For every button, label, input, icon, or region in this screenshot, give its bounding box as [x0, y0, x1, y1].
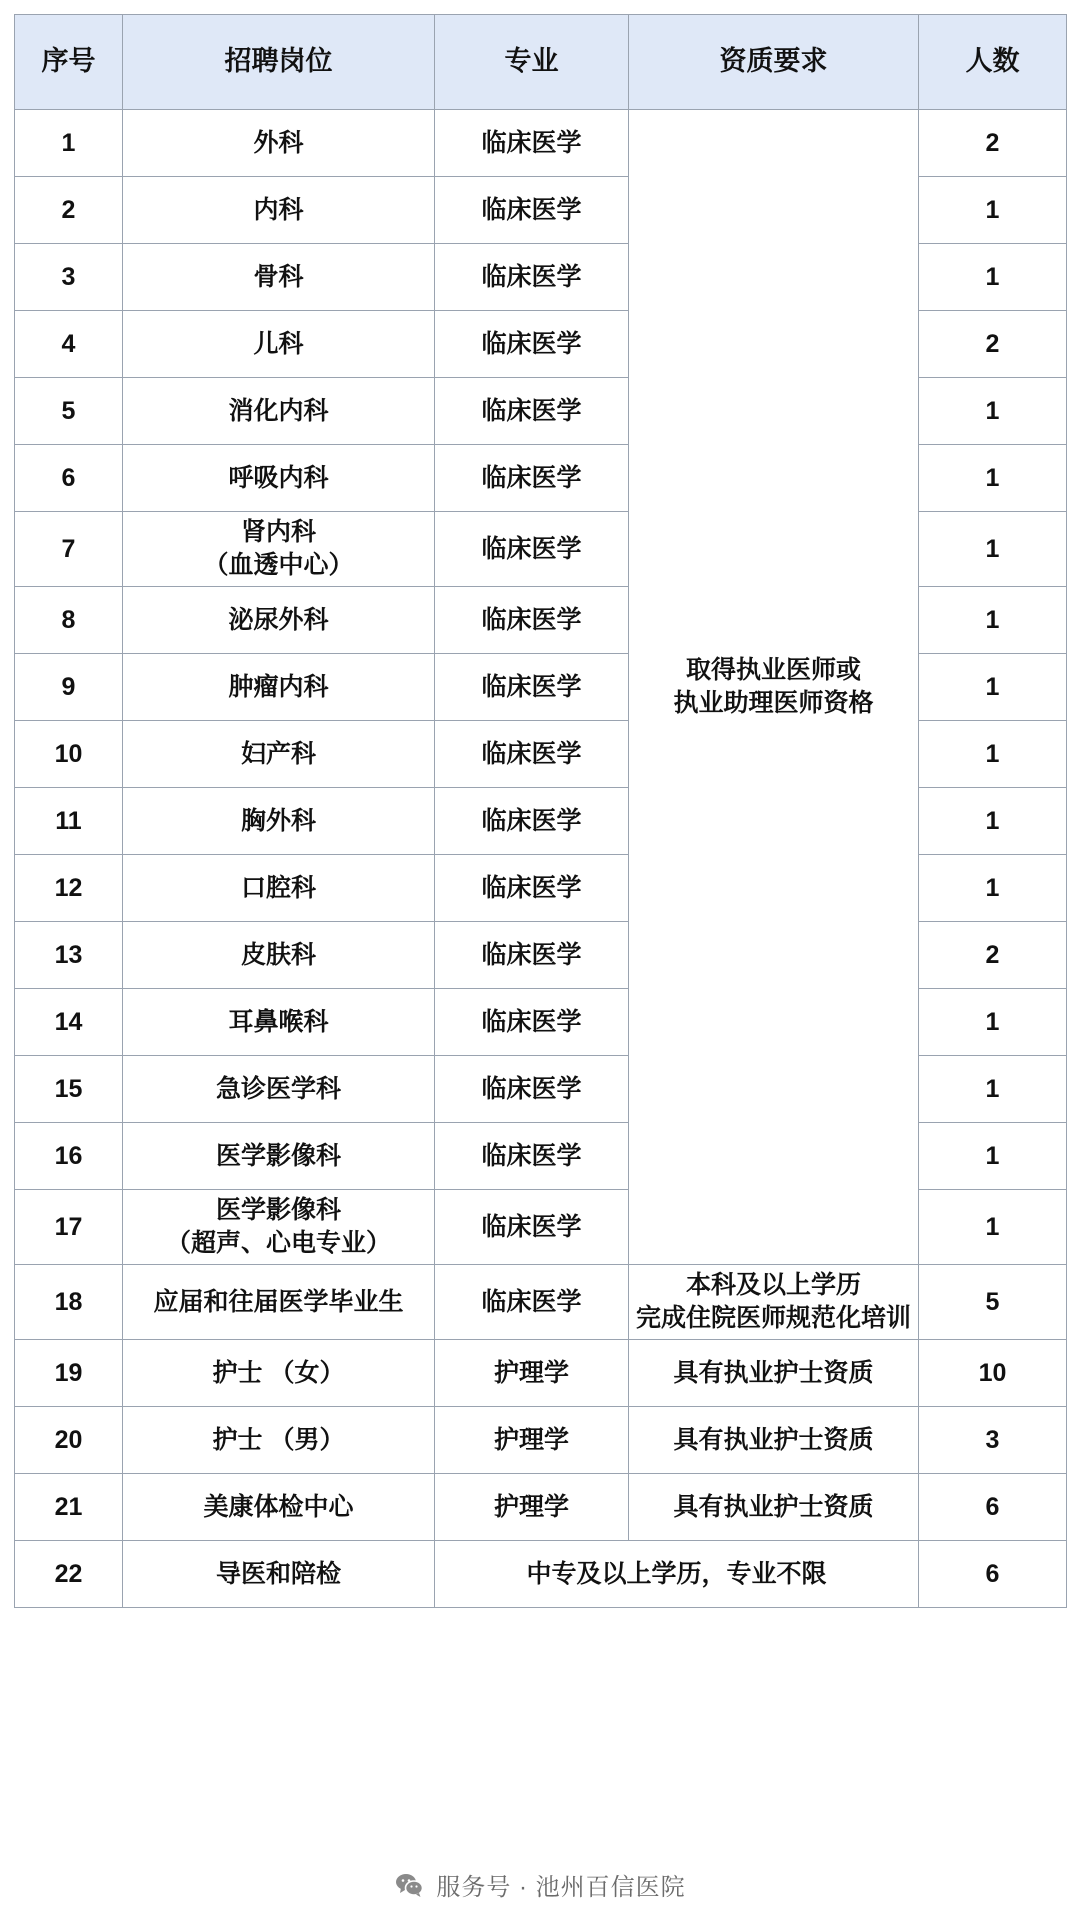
cell-no: 17 — [15, 1190, 123, 1265]
cell-post: 应届和往届医学毕业生 — [123, 1265, 435, 1340]
cell-count: 1 — [919, 788, 1067, 855]
footer — [0, 1867, 1080, 1902]
cell-post: 耳鼻喉科 — [123, 989, 435, 1056]
cell-no: 6 — [15, 445, 123, 512]
cell-qualification: 具有执业护士资质 — [629, 1407, 919, 1474]
cell-qualification: 具有执业护士资质 — [629, 1474, 919, 1541]
cell-count: 1 — [919, 654, 1067, 721]
qualification-line-2: 执业助理医师资格 — [673, 689, 874, 717]
cell-count: 3 — [919, 1407, 1067, 1474]
cell-no: 21 — [15, 1474, 123, 1541]
recruitment-table — [14, 14, 1067, 1608]
cell-count: 6 — [919, 1474, 1067, 1541]
cell-count: 6 — [919, 1541, 1067, 1608]
column-header-post: 招聘岗位 — [123, 15, 435, 110]
table-row — [15, 1474, 1067, 1541]
cell-post: 导医和陪检 — [123, 1541, 435, 1608]
cell-post: 儿科 — [123, 311, 435, 378]
wechat-icon — [394, 1870, 424, 1900]
cell-qualification-line-1: 本科及以上学历 — [685, 1271, 861, 1299]
cell-post: 护士 （男） — [123, 1407, 435, 1474]
cell-count: 1 — [919, 177, 1067, 244]
cell-no: 20 — [15, 1407, 123, 1474]
cell-post: 泌尿外科 — [123, 587, 435, 654]
cell-qualification-line-2: 完成住院医师规范化培训 — [635, 1304, 911, 1332]
cell-major: 临床医学 — [435, 445, 629, 512]
cell-post: 皮肤科 — [123, 922, 435, 989]
cell-post-line-1: 医学影像科 — [215, 1196, 341, 1224]
column-header-no: 序号 — [15, 15, 123, 110]
cell-no: 18 — [15, 1265, 123, 1340]
cell-major: 护理学 — [435, 1407, 629, 1474]
cell-count: 1 — [919, 1190, 1067, 1265]
cell-major: 临床医学 — [435, 1190, 629, 1265]
cell-no: 22 — [15, 1541, 123, 1608]
cell-no: 9 — [15, 654, 123, 721]
cell-count: 1 — [919, 1056, 1067, 1123]
cell-major: 护理学 — [435, 1474, 629, 1541]
cell-major: 临床医学 — [435, 1056, 629, 1123]
cell-major: 临床医学 — [435, 654, 629, 721]
cell-count: 1 — [919, 512, 1067, 587]
cell-major: 临床医学 — [435, 855, 629, 922]
cell-no: 11 — [15, 788, 123, 855]
cell-post: 美康体检中心 — [123, 1474, 435, 1541]
table-header — [15, 15, 1067, 110]
cell-post: 肿瘤内科 — [123, 654, 435, 721]
cell-no: 3 — [15, 244, 123, 311]
cell-major: 临床医学 — [435, 378, 629, 445]
cell-post — [123, 1190, 435, 1265]
cell-post: 妇产科 — [123, 721, 435, 788]
cell-no: 13 — [15, 922, 123, 989]
cell-post-line-1: 肾内科 — [240, 518, 316, 546]
table-row — [15, 1407, 1067, 1474]
column-header-qualification: 资质要求 — [629, 15, 919, 110]
cell-count: 1 — [919, 989, 1067, 1056]
cell-count: 2 — [919, 110, 1067, 177]
cell-qualification: 具有执业护士资质 — [629, 1340, 919, 1407]
cell-post: 外科 — [123, 110, 435, 177]
cell-major: 临床医学 — [435, 587, 629, 654]
cell-post-line-2: （超声、心电专业） — [165, 1229, 391, 1257]
cell-count: 10 — [919, 1340, 1067, 1407]
cell-major: 护理学 — [435, 1340, 629, 1407]
cell-no: 7 — [15, 512, 123, 587]
cell-no: 16 — [15, 1123, 123, 1190]
cell-post — [123, 512, 435, 587]
footer-text: 服务号 · 池州百信医院 — [436, 1874, 686, 1901]
cell-major: 临床医学 — [435, 244, 629, 311]
cell-no: 12 — [15, 855, 123, 922]
table-row — [15, 1265, 1067, 1340]
cell-count: 5 — [919, 1265, 1067, 1340]
cell-no: 19 — [15, 1340, 123, 1407]
cell-major: 临床医学 — [435, 721, 629, 788]
cell-major: 临床医学 — [435, 512, 629, 587]
column-header-count: 人数 — [919, 15, 1067, 110]
cell-no: 5 — [15, 378, 123, 445]
cell-count: 1 — [919, 587, 1067, 654]
cell-post-line-2: （血透中心） — [203, 551, 354, 579]
cell-no: 2 — [15, 177, 123, 244]
cell-count: 1 — [919, 721, 1067, 788]
cell-post: 骨科 — [123, 244, 435, 311]
cell-count: 1 — [919, 378, 1067, 445]
cell-no: 8 — [15, 587, 123, 654]
qualification-line-1: 取得执业医师或 — [685, 656, 861, 684]
cell-count: 1 — [919, 1123, 1067, 1190]
cell-post: 医学影像科 — [123, 1123, 435, 1190]
cell-count: 1 — [919, 855, 1067, 922]
cell-post: 护士 （女） — [123, 1340, 435, 1407]
cell-major: 临床医学 — [435, 788, 629, 855]
cell-post: 口腔科 — [123, 855, 435, 922]
cell-no: 15 — [15, 1056, 123, 1123]
cell-major: 临床医学 — [435, 1265, 629, 1340]
cell-count: 2 — [919, 311, 1067, 378]
cell-major: 临床医学 — [435, 989, 629, 1056]
cell-post: 内科 — [123, 177, 435, 244]
cell-post: 消化内科 — [123, 378, 435, 445]
cell-no: 1 — [15, 110, 123, 177]
table-body — [15, 110, 1067, 1608]
cell-count: 2 — [919, 922, 1067, 989]
cell-post: 急诊医学科 — [123, 1056, 435, 1123]
cell-count: 1 — [919, 445, 1067, 512]
cell-no: 14 — [15, 989, 123, 1056]
table-row — [15, 1340, 1067, 1407]
cell-qualification — [629, 1265, 919, 1340]
cell-major: 临床医学 — [435, 311, 629, 378]
table-row — [15, 1541, 1067, 1608]
cell-major: 临床医学 — [435, 922, 629, 989]
column-header-major: 专业 — [435, 15, 629, 110]
cell-no: 10 — [15, 721, 123, 788]
cell-count: 1 — [919, 244, 1067, 311]
cell-major-qualification-merged: 中专及以上学历，专业不限 — [435, 1541, 919, 1608]
table-header-row — [15, 15, 1067, 110]
cell-major: 临床医学 — [435, 110, 629, 177]
cell-qualification-merged — [629, 110, 919, 1265]
cell-major: 临床医学 — [435, 177, 629, 244]
cell-no: 4 — [15, 311, 123, 378]
cell-major: 临床医学 — [435, 1123, 629, 1190]
cell-post: 胸外科 — [123, 788, 435, 855]
table-row — [15, 110, 1067, 177]
cell-post: 呼吸内科 — [123, 445, 435, 512]
